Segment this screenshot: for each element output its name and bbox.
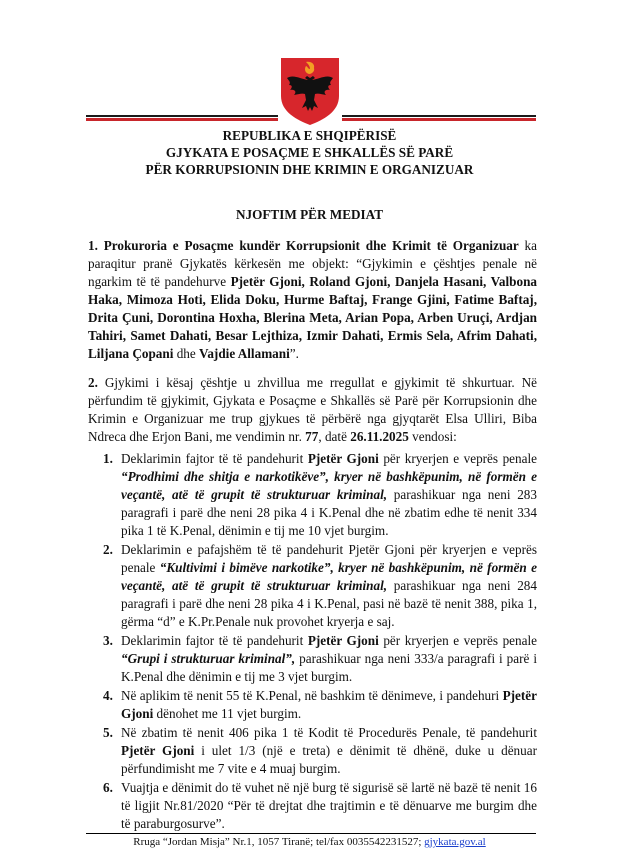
text-run: i ulet 1/3 (një e treta) e dënimit të dhënë, duke u dënuar përfundimisht me 7 vite e 4 muaj burgim. bbox=[121, 743, 537, 776]
emphasized-text: Pjetër Gjoni bbox=[121, 688, 537, 721]
decision-number: 3. bbox=[103, 633, 113, 648]
footer-divider bbox=[86, 833, 536, 834]
decision-item bbox=[88, 450, 537, 540]
paragraph-1 bbox=[88, 237, 537, 363]
text-run: vendosi: bbox=[408, 429, 457, 444]
emphasized-text: Pjetër Gjoni bbox=[307, 633, 379, 648]
decision-item bbox=[88, 632, 537, 686]
text-run: parashikuar nga neni 333/a paragrafi i parë i K.Penal dhe dënimin e tij me 3 vjet burgim. bbox=[121, 651, 537, 684]
emphasized-text: “Prodhimi dhe shitja e narkotikëve”, kryer në bashkëpunim, në formën e veçantë, atë të grupit të strukturuar kriminal, bbox=[121, 469, 537, 502]
decision-number: 6. bbox=[103, 780, 113, 795]
text-run: dënohet me 11 vjet burgim. bbox=[153, 706, 302, 721]
text-run: , datë bbox=[318, 429, 351, 444]
emphasized-text: 26.11.2025 bbox=[350, 429, 409, 444]
decision-number: 2. bbox=[103, 542, 113, 557]
header-line-court: GJYKATA E POSAÇME E SHKALLËS SË PARË bbox=[165, 145, 454, 160]
emphasized-text: “Grupi i strukturuar kriminal”, bbox=[121, 651, 296, 666]
decision-item bbox=[88, 724, 537, 778]
header-rule-left bbox=[86, 115, 278, 121]
text-run: për kryerjen e veprës penale bbox=[378, 633, 537, 648]
header-rule-right bbox=[342, 115, 536, 121]
header-line-jurisdiction: PËR KORRUPSIONIN DHE KRIMIN E ORGANIZUAR bbox=[145, 162, 474, 177]
court-header bbox=[0, 127, 619, 178]
text-run: parashikuar nga neni 283 paragrafi i parë dhe neni 28 pika 4 i K.Penal dhe në zbatim edhe të nenit 334 pika 1 të K.Penal, dënimin e tij me 10 vjet burgim. bbox=[121, 487, 537, 538]
footer bbox=[0, 836, 619, 848]
header-line-republic: REPUBLIKA E SHQIPËRISË bbox=[222, 128, 397, 143]
albanian-coat-of-arms-emblem bbox=[279, 56, 341, 126]
text-run: parashikuar nga neni 284 paragrafi i parë dhe neni 28 pika 4 i K.Penal, pasi në bazë të nenit 388, pika 1, gërma “d” e K.Pr.Penale nuk provohet kryerja e saj. bbox=[121, 578, 537, 629]
document-title: NJOFTIM PËR MEDIAT bbox=[235, 207, 383, 222]
decision-number: 5. bbox=[103, 725, 113, 740]
text-run: Deklarimin fajtor të të pandehurit bbox=[121, 633, 308, 648]
text-run: dhe bbox=[173, 346, 200, 361]
decision-item bbox=[88, 541, 537, 631]
text-run: Deklarimin e pafajshëm të të pandehurit Pjetër Gjoni për kryerjen e veprës penale bbox=[121, 542, 537, 575]
decision-number: 1. bbox=[103, 451, 113, 466]
emphasized-text: 77 bbox=[305, 429, 319, 444]
paragraph-2 bbox=[88, 374, 537, 446]
emphasized-text: Pjetër Gjoni bbox=[121, 743, 195, 758]
decisions-list bbox=[88, 450, 537, 834]
footer-address: Rruga “Jordan Misja” Nr.1, 1057 Tiranë; tel/fax 0035542231527; bbox=[133, 836, 425, 848]
footer-website-link[interactable]: gjykata.gov.al bbox=[424, 836, 486, 848]
emphasized-text: Vajdie Allamani bbox=[199, 346, 290, 361]
emphasized-text: 2. bbox=[88, 375, 98, 390]
text-run: Vuajtja e dënimit do të vuhet në një burg të sigurisë së lartë në bazë të nenit 16 të ligjit Nr.81/2020 “Për të drejtat dhe trajtimin e të dënuarve me burgim dhe të paraburgosurve”. bbox=[121, 780, 537, 831]
text-run: Në zbatim të nenit 406 pika 1 të Kodit të Procedurës Penale, të pandehurit bbox=[121, 725, 537, 740]
decision-number: 4. bbox=[103, 688, 113, 703]
decision-item bbox=[88, 779, 537, 833]
text-run: Gjykimi i kësaj çështje u zhvillua me rregullat e gjykimit të shkurtuar. Në përfundim të gjykimit, Gjykata e Posaçme e Shkallës së Parë për Korrupsionin dhe Krimin e Organizuar me trup gjykues të përbërë nga gjyqtarët Elsa Ulliri, Biba Ndreca dhe Erjon Bani, me vendimin nr. bbox=[88, 375, 537, 444]
text-run: ”. bbox=[289, 346, 299, 361]
emphasized-text: “Kultivimi i bimëve narkotike”, kryer në bashkëpunim, në formën e veçantë, atë të grupit të strukturuar kriminal, bbox=[121, 560, 537, 593]
text-run: ka paraqitur pranë Gjykatës kërkesën me objekt: “Gjykimin e çështjes penale në ngarkim të të pandehurve bbox=[88, 238, 537, 289]
emphasized-text: Pjetër Gjoni, Roland Gjoni, Danjela Hasani, Valbona Haka, Mimoza Hoti, Elida Doku, Hurme Baftaj, Frange Gjini, Fatime Baftaj, Drita Çuni, Dorontina Hoxha, Blerina Meta, Arian Popa, Arben Uruçi, Ardjan Tahiri, Samet Dahati, Besar Lejthiza, Izmir Dahati, Ermis Sela, Afrim Dahati, Liljana Çopani bbox=[88, 274, 537, 361]
text-run: Deklarimin fajtor të të pandehurit bbox=[121, 451, 308, 466]
text-run: Në aplikim të nenit 55 të K.Penal, në bashkim të dënimeve, i pandehuri bbox=[121, 688, 503, 703]
emphasized-text: Pjetër Gjoni bbox=[307, 451, 379, 466]
text-run: për kryerjen e veprës penale bbox=[378, 451, 537, 466]
emphasized-text: 1. Prokuroria e Posaçme kundër Korrupsionit dhe Krimit të Organizuar bbox=[88, 238, 519, 253]
decision-item bbox=[88, 687, 537, 723]
